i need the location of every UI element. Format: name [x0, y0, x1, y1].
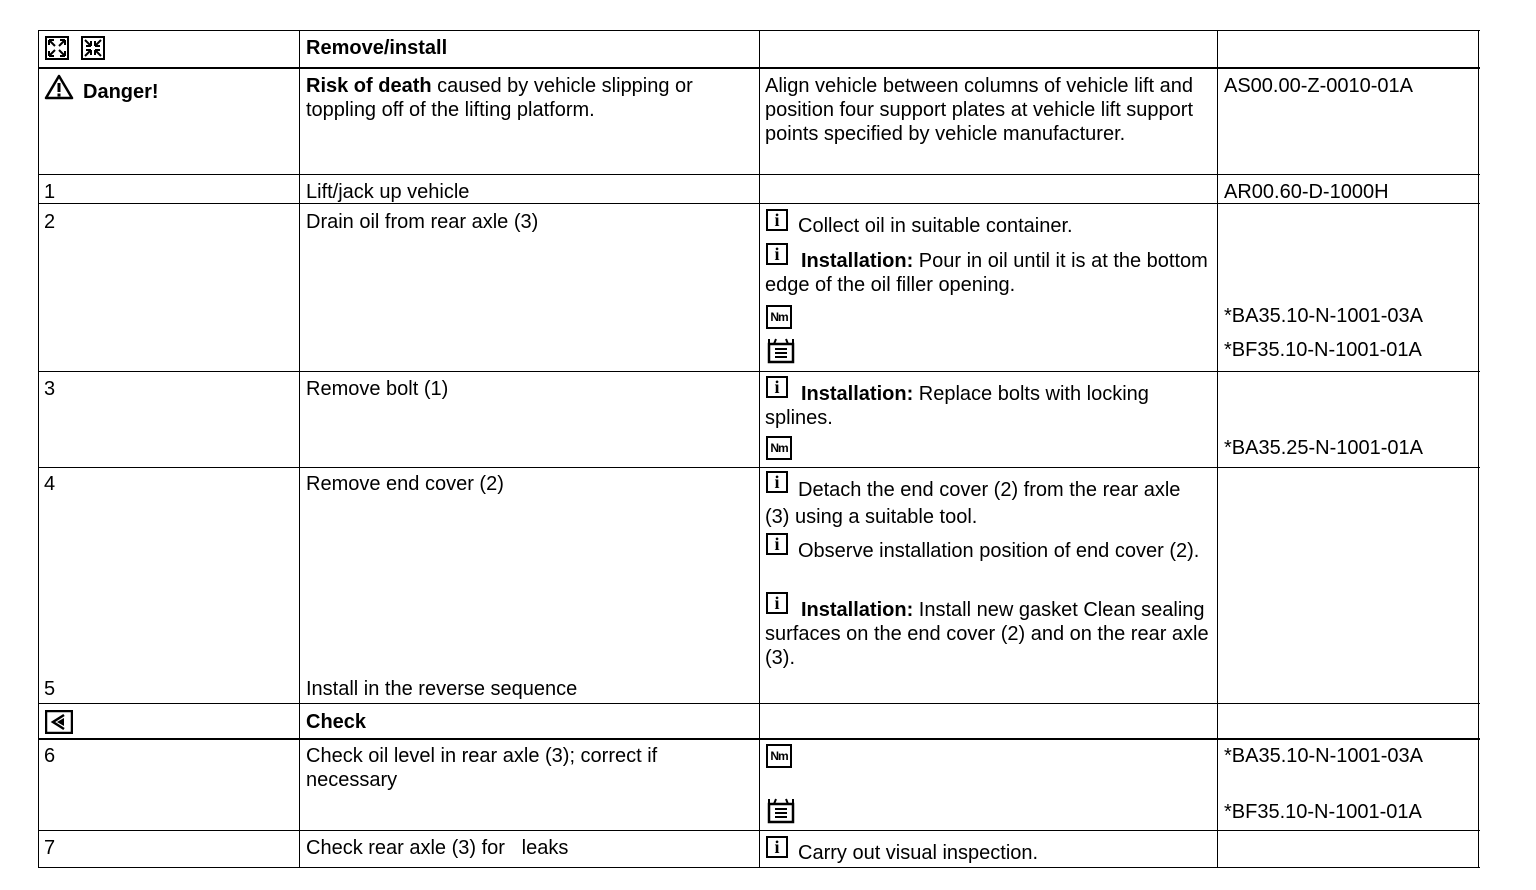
check-marker-icon[interactable]: [45, 710, 73, 734]
column-divider: [759, 30, 760, 868]
procedure-table: [38, 30, 1480, 868]
danger-risk-text: [306, 74, 746, 122]
step-number: 6: [44, 745, 56, 767]
step-reference[interactable]: *BA35.10-N-1001-03A: [1224, 745, 1424, 767]
danger-risk-bold: Risk of death: [306, 75, 432, 97]
info-icon: i: [766, 376, 788, 398]
expand-icon[interactable]: [45, 36, 69, 60]
danger-instruction: Align vehicle between columns of vehicle lift and position four support plates at vehicle lift support points specified by vehicle manufacturer.: [765, 75, 1194, 145]
step-number: 5: [44, 678, 56, 700]
step-text: Remove bolt (1): [306, 378, 449, 400]
column-divider: [299, 30, 300, 868]
step-reference[interactable]: AR00.60-D-1000H: [1224, 181, 1389, 203]
step-reference[interactable]: *BF35.10-N-1001-01A: [1224, 339, 1422, 361]
step-note: Carry out visual inspection.: [798, 842, 1039, 864]
step-number: 2: [44, 211, 56, 233]
step-note: [765, 598, 1210, 670]
installation-label: Installation:: [801, 250, 914, 272]
info-icon: i: [766, 209, 788, 231]
oil-can-icon: [766, 796, 796, 824]
step-note: Collect oil in suitable container.: [798, 215, 1073, 237]
danger-risk-rest: caused by vehicle slipping or toppling off of the lifting platform.: [306, 75, 693, 121]
step-number: 7: [44, 837, 56, 859]
info-icon: i: [766, 243, 788, 265]
note-text: Pour in oil until it is at the bottom edge of the oil filler opening.: [765, 250, 1208, 296]
installation-label: Installation:: [801, 599, 914, 621]
oil-can-icon: [766, 336, 796, 364]
section-title-check: Check: [306, 711, 367, 733]
step-number: 1: [44, 181, 56, 203]
table-border-right: [1478, 30, 1479, 868]
step-text: Check rear axle (3) for leaks: [306, 837, 569, 859]
column-divider: [1217, 30, 1218, 868]
installation-label: Installation:: [801, 383, 914, 405]
danger-label: Danger!: [83, 81, 159, 103]
section-title-remove-install: Remove/install: [306, 37, 448, 59]
danger-reference[interactable]: AS00.00-Z-0010-01A: [1224, 75, 1414, 97]
collapse-icon[interactable]: [81, 36, 105, 60]
info-icon: i: [766, 471, 788, 493]
torque-nm-icon: Nm: [766, 744, 792, 768]
step-text: Install in the reverse sequence: [306, 678, 578, 700]
torque-nm-icon: Nm: [766, 305, 792, 329]
step-note: Observe installation position of end cover (2).: [798, 540, 1200, 562]
step-note: Detach the end cover (2) from the rear axle (3) using a suitable tool.: [765, 479, 1181, 528]
step-number: 4: [44, 473, 56, 495]
info-icon: i: [766, 533, 788, 555]
note-text: Replace bolts with locking splines.: [765, 383, 1149, 429]
warning-triangle-icon: [44, 74, 74, 100]
step-text: Drain oil from rear axle (3): [306, 211, 539, 233]
column-divider: [38, 30, 39, 868]
step-reference[interactable]: *BA35.10-N-1001-03A: [1224, 305, 1424, 327]
torque-nm-icon: Nm: [766, 436, 792, 460]
step-number: 3: [44, 378, 56, 400]
step-text: Lift/jack up vehicle: [306, 181, 470, 203]
step-text: Remove end cover (2): [306, 473, 504, 495]
step-note: [765, 382, 1210, 430]
step-note: [765, 249, 1210, 297]
info-icon: i: [766, 836, 788, 858]
step-text: Check oil level in rear axle (3); correct if necessary: [306, 745, 658, 791]
note-text: Install new gasket Clean sealing surfaces on the end cover (2) and on the rear axle (3).: [765, 599, 1209, 669]
info-icon: i: [766, 592, 788, 614]
step-reference[interactable]: *BF35.10-N-1001-01A: [1224, 801, 1422, 823]
step-reference[interactable]: *BA35.25-N-1001-01A: [1224, 437, 1424, 459]
